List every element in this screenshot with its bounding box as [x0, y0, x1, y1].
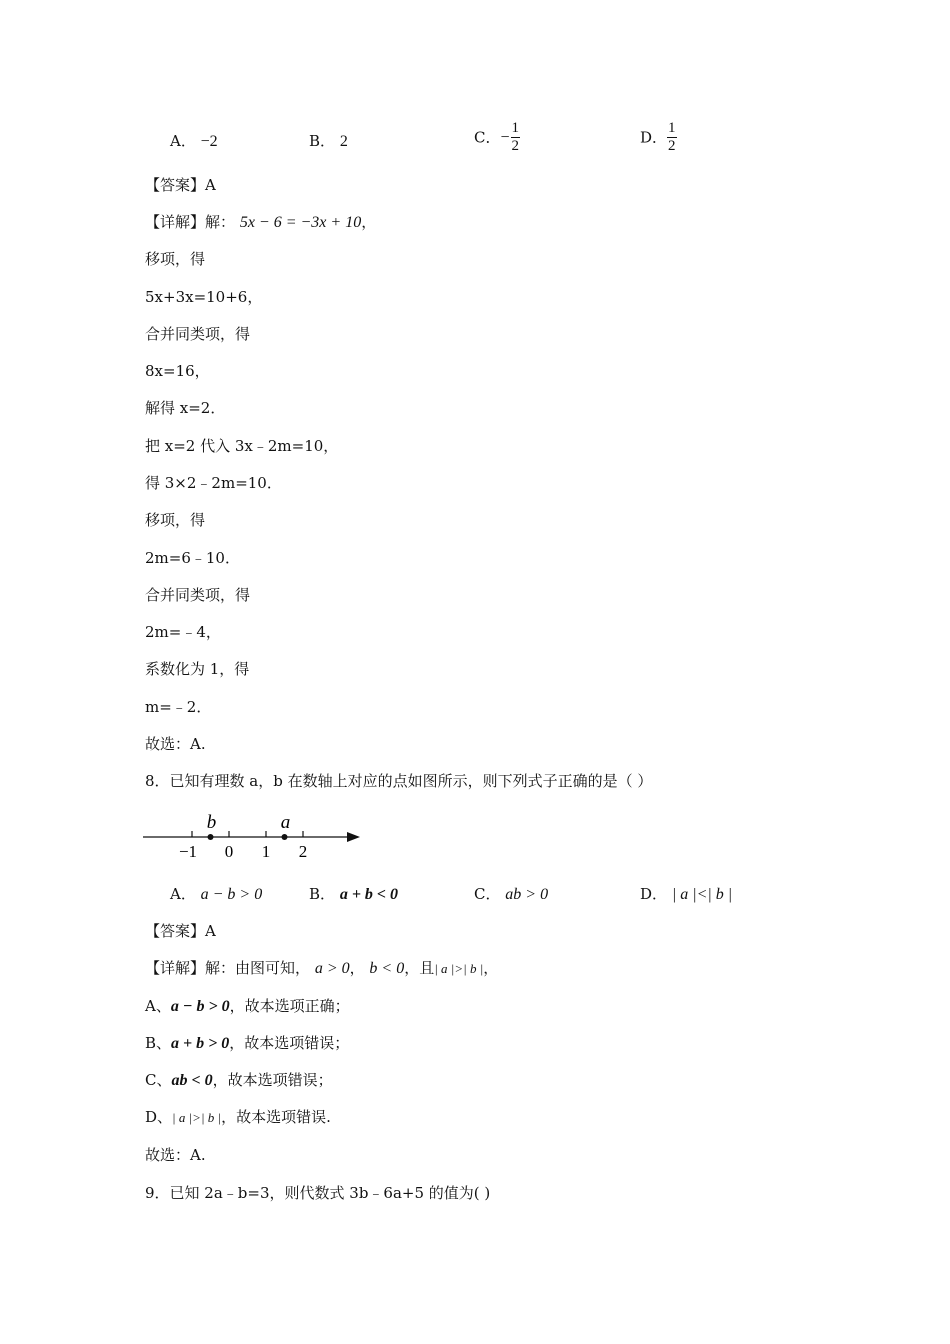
detail-punct: ， — [361, 213, 377, 231]
line-expression: a + b > 0 — [171, 1035, 230, 1052]
fraction-numerator: 1 — [511, 120, 520, 136]
option-label: C． — [474, 128, 501, 147]
option-expression: ab > 0 — [505, 886, 549, 903]
q8-answer — [145, 921, 216, 941]
option-expression: a − b > 0 — [200, 886, 263, 903]
q7-step: 故选：A. — [145, 735, 206, 753]
q8-option-c — [474, 884, 548, 905]
q7-step: 合并同类项，得 — [145, 325, 251, 343]
line-prefix: B、 — [145, 1034, 172, 1052]
line-text: ，故本选项正确； — [229, 997, 350, 1015]
number-line-tick-label: 2 — [298, 842, 308, 861]
q8-option-a — [170, 884, 262, 905]
q7-option-a — [170, 131, 218, 152]
line-prefix: A、 — [145, 997, 171, 1015]
q8-conclusion: 故选：A. — [145, 1146, 206, 1164]
condition-a: a > 0 — [314, 960, 350, 977]
option-label: B． — [309, 132, 336, 150]
punct: ， — [349, 959, 365, 977]
line-text: ，故本选项错误； — [212, 1071, 333, 1089]
fraction-denominator: 2 — [511, 138, 520, 154]
line-expression: ab < 0 — [171, 1072, 213, 1089]
option-expression: a + b < 0 — [339, 886, 399, 903]
q7-step: 2m=6﹣10． — [145, 549, 240, 567]
arrow-icon — [347, 832, 360, 842]
option-expression: | a |<| b | — [671, 886, 733, 903]
minus-sign: − — [500, 128, 510, 146]
line-prefix: C、 — [145, 1071, 172, 1089]
number-line-tick-label: −1 — [178, 842, 198, 861]
option-value: 2 — [339, 133, 348, 150]
answer-tag: 【答案】 — [145, 176, 206, 194]
number-line-point — [208, 834, 214, 840]
fraction-numerator: 1 — [668, 120, 676, 136]
answer-value: A — [205, 922, 216, 940]
q8-detail-line — [145, 1070, 333, 1091]
detail-intro: 解： — [205, 213, 236, 231]
line-prefix: D、 — [145, 1108, 173, 1126]
number-line-point — [282, 834, 288, 840]
q7-option-c — [474, 121, 520, 154]
detail-intro: 解：由图可知， — [205, 959, 311, 977]
option-label: D． — [640, 128, 668, 147]
number-line-point-label: a — [280, 812, 291, 833]
q7-step: 把 x=2 代入 3x﹣2m=10， — [145, 437, 339, 455]
q7-step: 移项，得 — [145, 250, 206, 268]
number-line-point-label: b — [206, 812, 217, 833]
line-text: ，故本选项错误； — [229, 1034, 350, 1052]
condition-b: b < 0 — [369, 960, 405, 977]
q8-detail-header — [145, 958, 498, 979]
q7-answer — [145, 175, 216, 195]
q7-step: 2m=﹣4， — [145, 623, 221, 641]
q9-stem: 9．已知 2a﹣b=3，则代数式 3b﹣6a+5 的值为( ) — [145, 1184, 491, 1202]
answer-value: A — [205, 176, 216, 194]
line-expression: | a |>| b | — [172, 1110, 222, 1125]
option-value: −2 — [200, 133, 218, 150]
detail-equation: 5x − 6 = −3x + 10 — [239, 214, 362, 231]
q8-option-b — [309, 884, 398, 905]
q8-option-d — [640, 884, 732, 905]
number-line-tick-label: 1 — [261, 842, 271, 861]
q7-step: 移项，得 — [145, 511, 206, 529]
q7-step: 解得 x=2． — [145, 399, 226, 417]
fraction — [667, 121, 677, 154]
q7-step: 得 3×2﹣2m=10． — [145, 474, 282, 492]
option-label: A． — [170, 132, 196, 150]
number-line-figure — [140, 808, 370, 864]
q7-option-d — [640, 121, 677, 154]
option-label: A． — [170, 885, 196, 903]
q7-step: 系数化为 1，得 — [145, 660, 250, 678]
fraction — [511, 121, 521, 154]
q8-detail-line — [145, 996, 350, 1017]
q7-step: m=﹣2． — [145, 698, 212, 716]
fraction-denominator: 2 — [668, 138, 676, 154]
line-text: ，故本选项错误. — [221, 1108, 331, 1126]
option-label: B． — [309, 885, 336, 903]
answer-tag: 【答案】 — [145, 922, 206, 940]
q7-step: 5x+3x=10+6， — [145, 288, 263, 306]
q7-step: 8x=16， — [145, 362, 210, 380]
punct: ， — [483, 959, 499, 977]
detail-tag: 【详解】 — [145, 959, 206, 977]
option-label: D． — [640, 885, 668, 903]
q8-detail-line — [145, 1033, 349, 1054]
detail-tag: 【详解】 — [145, 213, 206, 231]
number-line-tick-label: 0 — [224, 842, 234, 861]
line-expression: a − b > 0 — [170, 998, 230, 1015]
condition-abs: | a |>| b | — [434, 961, 484, 976]
q7-step: 合并同类项，得 — [145, 586, 251, 604]
q8-detail-line — [145, 1107, 331, 1128]
q7-option-b — [309, 131, 348, 152]
q7-detail-header — [145, 212, 376, 233]
option-label: C． — [474, 885, 501, 903]
punct: ，且 — [404, 959, 435, 977]
q8-stem: 8．已知有理数 a，b 在数轴上对应的点如图所示，则下列式子正确的是（ ） — [145, 772, 653, 790]
